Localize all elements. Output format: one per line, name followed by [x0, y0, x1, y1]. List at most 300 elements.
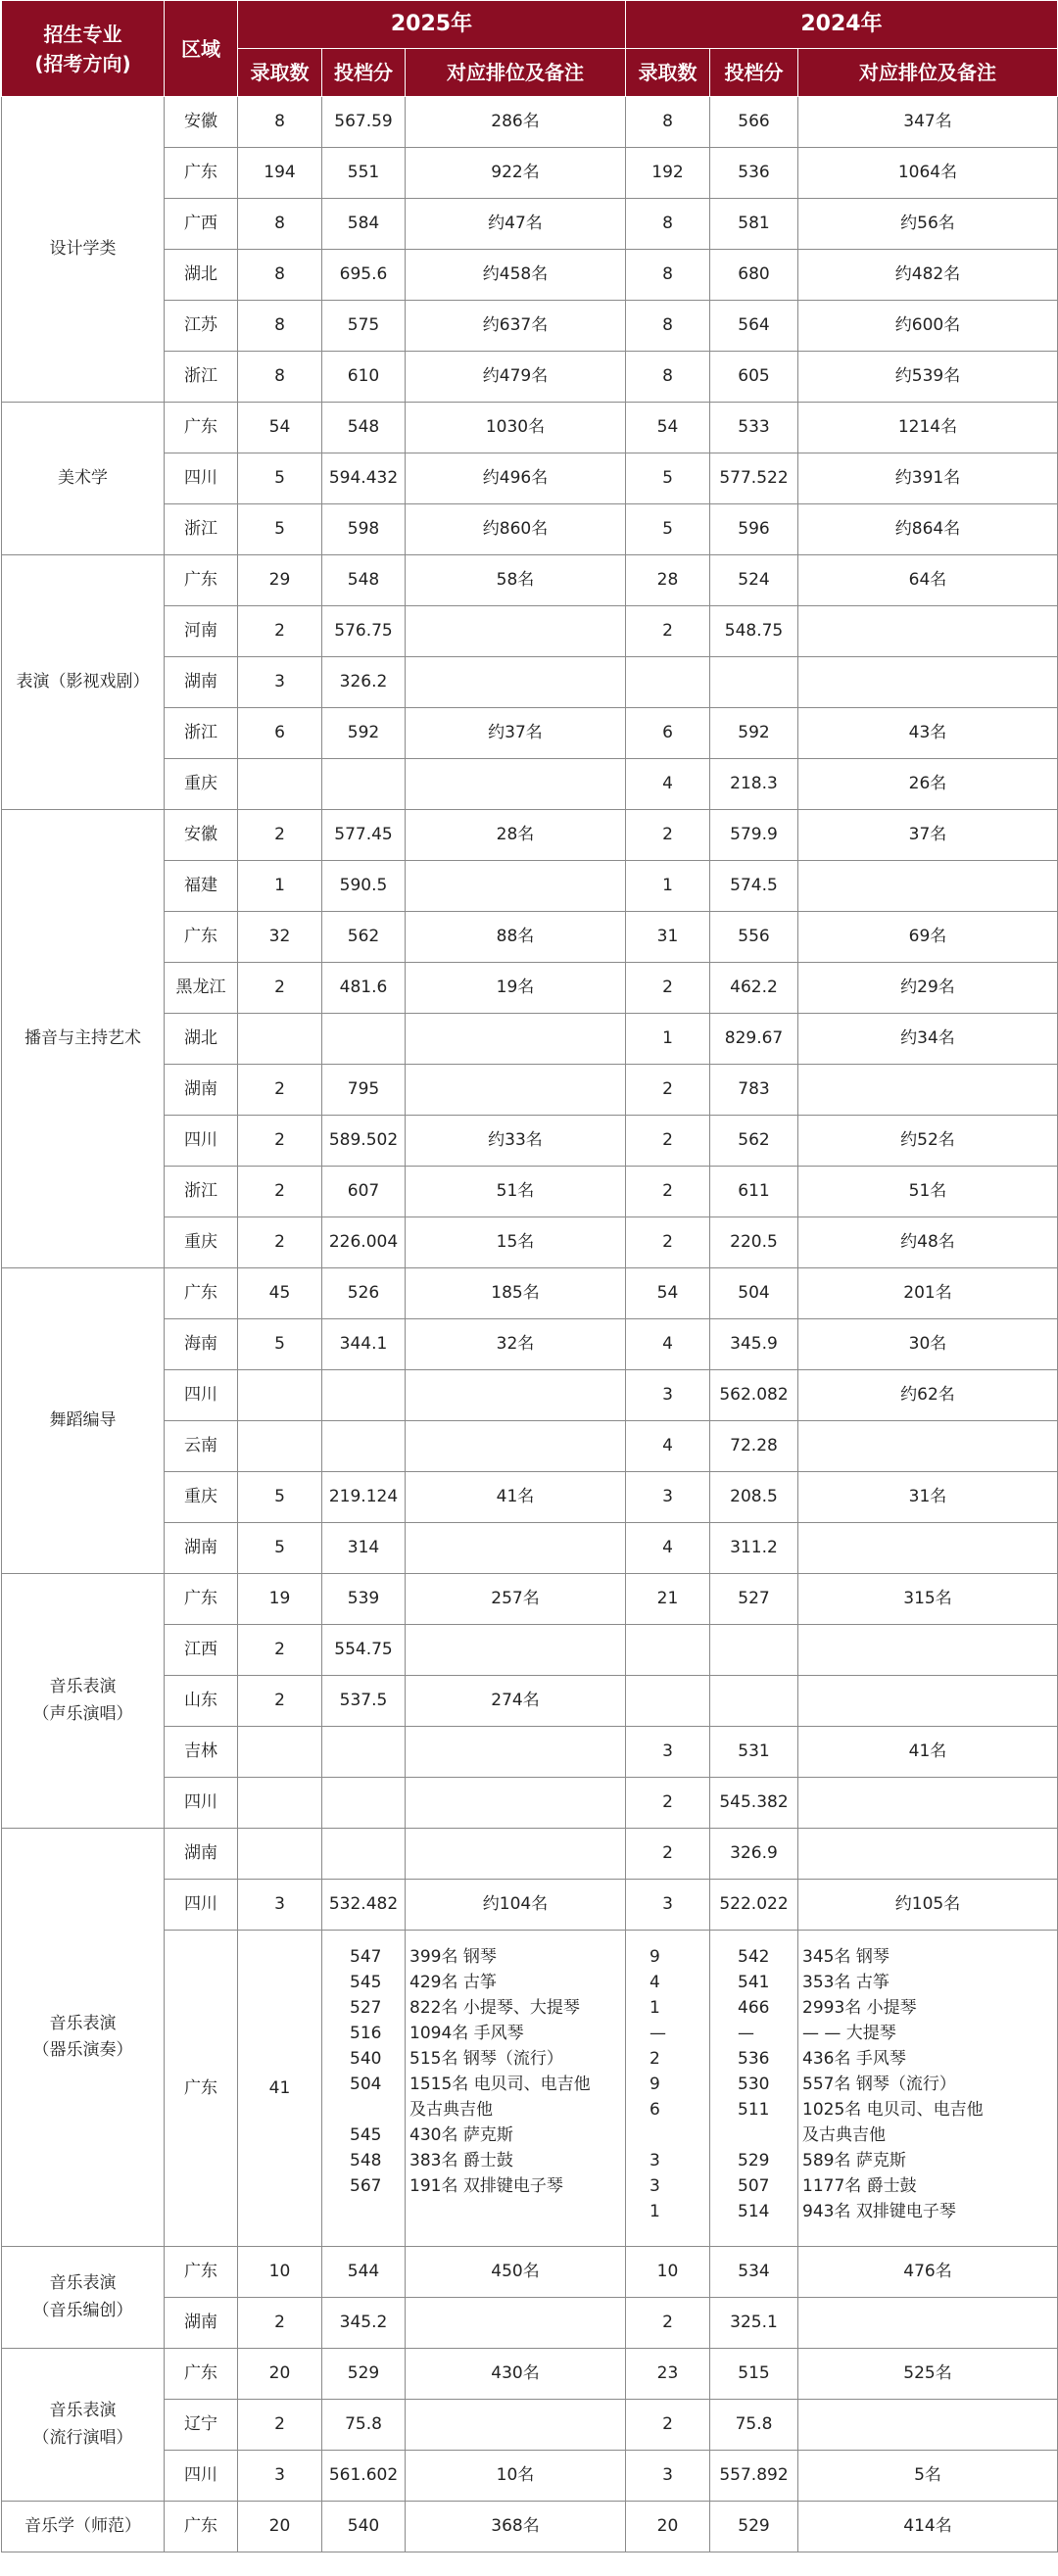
- rank-2025-cell: 257名: [406, 1574, 626, 1625]
- rank-2025-cell: 19名: [406, 963, 626, 1014]
- region-cell: 广西: [165, 199, 238, 250]
- table-row: [2, 403, 1058, 453]
- table-row: [2, 2349, 1058, 2400]
- score-2024-cell: 566: [710, 97, 798, 148]
- count-2024-cell: 31: [626, 912, 710, 963]
- region-cell: 广东: [165, 403, 238, 453]
- count-2024-cell: 8: [626, 199, 710, 250]
- rank-2024-cell: 37名: [798, 810, 1058, 861]
- region-cell: 浙江: [165, 504, 238, 555]
- header-score-2024: 投档分: [710, 49, 798, 97]
- rank-2024-cell: 约864名: [798, 504, 1058, 555]
- score-2024-cell: 208.5: [710, 1472, 798, 1523]
- count-2024-cell: 2: [626, 606, 710, 657]
- header-year-2025: 2025年: [238, 1, 626, 49]
- count-2024-cell: 8: [626, 250, 710, 301]
- score-2024-cell: 345.9: [710, 1319, 798, 1370]
- region-cell: 湖南: [165, 2298, 238, 2349]
- score-2025-cell: [322, 1370, 406, 1421]
- table-row: [2, 97, 1058, 148]
- major-cell: 表演（影视戏剧）: [2, 555, 165, 810]
- count-2025-cell: 6: [238, 708, 322, 759]
- score-2024-cell: 72.28: [710, 1421, 798, 1472]
- count-2025-cell: 5: [238, 1523, 322, 1574]
- rank-2025-cell: [406, 1014, 626, 1065]
- score-2024-cell: 75.8: [710, 2400, 798, 2451]
- count-2024-cell: 3: [626, 1727, 710, 1778]
- header-count-2025: 录取数: [238, 49, 322, 97]
- major-cell: 音乐表演 （声乐演唱）: [2, 1574, 165, 1829]
- table-row: [2, 2502, 1058, 2552]
- score-2025-cell: 561.602: [322, 2451, 406, 2502]
- score-2024-cell: 581: [710, 199, 798, 250]
- count-2024-cell: 2: [626, 1778, 710, 1829]
- region-cell: 四川: [165, 1116, 238, 1167]
- rank-2025-cell: 约860名: [406, 504, 626, 555]
- rank-2024-cell: 41名: [798, 1727, 1058, 1778]
- score-2024-cell: 829.67: [710, 1014, 798, 1065]
- rank-2025-cell: 约104名: [406, 1880, 626, 1931]
- count-2025-cell: [238, 1727, 322, 1778]
- score-2025-cell: 481.6: [322, 963, 406, 1014]
- count-2025-cell: 8: [238, 97, 322, 148]
- count-2024-cell: 3: [626, 2451, 710, 2502]
- count-2025-cell: 20: [238, 2349, 322, 2400]
- rank-2025-cell: [406, 1778, 626, 1829]
- score-2024-cell: 534: [710, 2247, 798, 2298]
- rank-2024-cell: 525名: [798, 2349, 1058, 2400]
- score-2025-cell: 529: [322, 2349, 406, 2400]
- region-cell: 四川: [165, 1370, 238, 1421]
- count-2024-cell: 2: [626, 2298, 710, 2349]
- count-2025-cell: 2: [238, 810, 322, 861]
- header-major: 招生专业 (招考方向): [2, 1, 165, 97]
- score-2025-cell: 695.6: [322, 250, 406, 301]
- table-row: [2, 1574, 1058, 1625]
- score-2024-cell: 611: [710, 1167, 798, 1217]
- region-cell: 黑龙江: [165, 963, 238, 1014]
- score-2025-cell: 539: [322, 1574, 406, 1625]
- region-cell: 湖南: [165, 1829, 238, 1880]
- rank-2024-cell: 约48名: [798, 1217, 1058, 1268]
- score-2025-cell: [322, 1778, 406, 1829]
- count-2025-cell: 8: [238, 199, 322, 250]
- count-2025-cell: 19: [238, 1574, 322, 1625]
- count-2024-cell: 54: [626, 1268, 710, 1319]
- score-2025-cell: 577.45: [322, 810, 406, 861]
- rank-2024-cell: [798, 1625, 1058, 1676]
- region-cell: 湖北: [165, 250, 238, 301]
- rank-2024-cell: 31名: [798, 1472, 1058, 1523]
- major-cell: 音乐表演 （器乐演奏）: [2, 1829, 165, 2247]
- score-2025-cell: 314: [322, 1523, 406, 1574]
- major-cell: 美术学: [2, 403, 165, 555]
- region-cell: 云南: [165, 1421, 238, 1472]
- region-cell: 四川: [165, 1778, 238, 1829]
- count-2024-cell: 2: [626, 1829, 710, 1880]
- score-2025-cell: 532.482: [322, 1880, 406, 1931]
- count-2025-cell: 2: [238, 2400, 322, 2451]
- count-2025-cell: 3: [238, 2451, 322, 2502]
- count-2024-cell: [626, 1625, 710, 1676]
- count-2025-cell: 2: [238, 963, 322, 1014]
- rank-2024-cell: 30名: [798, 1319, 1058, 1370]
- count-2025-cell: 2: [238, 1167, 322, 1217]
- rank-2025-cell: [406, 759, 626, 810]
- count-2024-cell: 5: [626, 453, 710, 504]
- rank-2025-cell: [406, 657, 626, 708]
- count-2025-cell: [238, 759, 322, 810]
- score-2024-cell: 527: [710, 1574, 798, 1625]
- count-2024-cell: [626, 1676, 710, 1727]
- score-2024-cell: 218.3: [710, 759, 798, 810]
- count-2024-cell: 28: [626, 555, 710, 606]
- region-cell: 江苏: [165, 301, 238, 352]
- score-2024-cell: [710, 1625, 798, 1676]
- count-2025-cell: 1: [238, 861, 322, 912]
- score-2025-cell: 526: [322, 1268, 406, 1319]
- count-2024-cell: 192: [626, 148, 710, 199]
- score-2024-cell: 325.1: [710, 2298, 798, 2349]
- count-2025-cell: 2: [238, 1217, 322, 1268]
- score-2025-cell: 326.2: [322, 657, 406, 708]
- count-2024-cell: 20: [626, 2502, 710, 2552]
- table-body: [2, 97, 1058, 2552]
- header-rank-2025: 对应排位及备注: [406, 49, 626, 97]
- count-2025-cell: 20: [238, 2502, 322, 2552]
- rank-2024-cell: 1214名: [798, 403, 1058, 453]
- rank-2025-cell: 15名: [406, 1217, 626, 1268]
- count-2025-cell: 3: [238, 1880, 322, 1931]
- score-2024-cell: 542 541 466 — 536 530 511 529 507 514: [710, 1931, 798, 2247]
- region-cell: 江西: [165, 1625, 238, 1676]
- score-2025-cell: 219.124: [322, 1472, 406, 1523]
- rank-2024-cell: [798, 2400, 1058, 2451]
- rank-2025-cell: 399名 钢琴 429名 古筝 822名 小提琴、大提琴 1094名 手风琴 515名 钢琴（流行） 1515名 电贝司、电吉他 及古典吉他 430名 萨克斯 383名 爵士鼓 191名 双排键电子琴: [406, 1931, 626, 2247]
- score-2025-cell: 562: [322, 912, 406, 963]
- region-cell: 湖南: [165, 1065, 238, 1116]
- count-2025-cell: [238, 1370, 322, 1421]
- major-cell: 舞蹈编导: [2, 1268, 165, 1574]
- region-cell: 广东: [165, 2349, 238, 2400]
- rank-2024-cell: [798, 1829, 1058, 1880]
- rank-2024-cell: 69名: [798, 912, 1058, 963]
- rank-2024-cell: 约539名: [798, 352, 1058, 403]
- header-count-2024: 录取数: [626, 49, 710, 97]
- count-2025-cell: 2: [238, 1065, 322, 1116]
- count-2024-cell: [626, 657, 710, 708]
- rank-2025-cell: [406, 861, 626, 912]
- score-2025-cell: [322, 1727, 406, 1778]
- score-2025-cell: 344.1: [322, 1319, 406, 1370]
- count-2024-cell: 2: [626, 1116, 710, 1167]
- rank-2025-cell: 1030名: [406, 403, 626, 453]
- rank-2024-cell: 315名: [798, 1574, 1058, 1625]
- rank-2025-cell: [406, 1421, 626, 1472]
- table-row: [2, 2247, 1058, 2298]
- region-cell: 广东: [165, 2502, 238, 2552]
- rank-2025-cell: [406, 1625, 626, 1676]
- score-2025-cell: 75.8: [322, 2400, 406, 2451]
- count-2024-cell: 4: [626, 759, 710, 810]
- rank-2024-cell: 约29名: [798, 963, 1058, 1014]
- count-2025-cell: 41: [238, 1931, 322, 2247]
- count-2025-cell: 5: [238, 1472, 322, 1523]
- rank-2024-cell: 347名: [798, 97, 1058, 148]
- count-2025-cell: 2: [238, 1676, 322, 1727]
- score-2025-cell: 548: [322, 555, 406, 606]
- rank-2025-cell: 430名: [406, 2349, 626, 2400]
- score-2024-cell: 545.382: [710, 1778, 798, 1829]
- rank-2025-cell: 28名: [406, 810, 626, 861]
- rank-2024-cell: 476名: [798, 2247, 1058, 2298]
- region-cell: 辽宁: [165, 2400, 238, 2451]
- rank-2025-cell: [406, 606, 626, 657]
- count-2024-cell: 21: [626, 1574, 710, 1625]
- rank-2024-cell: 43名: [798, 708, 1058, 759]
- rank-2024-cell: [798, 1065, 1058, 1116]
- count-2024-cell: 23: [626, 2349, 710, 2400]
- score-2024-cell: 220.5: [710, 1217, 798, 1268]
- region-cell: 四川: [165, 453, 238, 504]
- score-2025-cell: [322, 759, 406, 810]
- table-row: [2, 555, 1058, 606]
- count-2025-cell: 3: [238, 657, 322, 708]
- rank-2025-cell: [406, 2400, 626, 2451]
- score-2024-cell: 533: [710, 403, 798, 453]
- region-cell: 海南: [165, 1319, 238, 1370]
- major-cell: 音乐表演 （音乐编创）: [2, 2247, 165, 2349]
- count-2025-cell: 2: [238, 2298, 322, 2349]
- count-2024-cell: 8: [626, 97, 710, 148]
- rank-2025-cell: 450名: [406, 2247, 626, 2298]
- score-2024-cell: 605: [710, 352, 798, 403]
- count-2025-cell: 194: [238, 148, 322, 199]
- score-2025-cell: 575: [322, 301, 406, 352]
- rank-2024-cell: 约52名: [798, 1116, 1058, 1167]
- score-2025-cell: 598: [322, 504, 406, 555]
- rank-2024-cell: 1064名: [798, 148, 1058, 199]
- rank-2025-cell: [406, 1370, 626, 1421]
- score-2024-cell: 562: [710, 1116, 798, 1167]
- count-2025-cell: 8: [238, 352, 322, 403]
- count-2024-cell: 2: [626, 810, 710, 861]
- rank-2024-cell: 26名: [798, 759, 1058, 810]
- major-cell: 设计学类: [2, 97, 165, 403]
- score-2024-cell: 557.892: [710, 2451, 798, 2502]
- region-cell: 广东: [165, 2247, 238, 2298]
- score-2025-cell: 795: [322, 1065, 406, 1116]
- count-2024-cell: 9 4 1 — 2 9 6 3 3 1: [626, 1931, 710, 2247]
- score-2025-cell: 590.5: [322, 861, 406, 912]
- rank-2024-cell: [798, 1421, 1058, 1472]
- score-2024-cell: 326.9: [710, 1829, 798, 1880]
- rank-2024-cell: 5名: [798, 2451, 1058, 2502]
- score-2025-cell: 226.004: [322, 1217, 406, 1268]
- count-2025-cell: 5: [238, 1319, 322, 1370]
- rank-2025-cell: 286名: [406, 97, 626, 148]
- score-2024-cell: 783: [710, 1065, 798, 1116]
- score-2024-cell: [710, 657, 798, 708]
- rank-2025-cell: 368名: [406, 2502, 626, 2552]
- rank-2025-cell: 约496名: [406, 453, 626, 504]
- score-2024-cell: 548.75: [710, 606, 798, 657]
- region-cell: 广东: [165, 555, 238, 606]
- score-2025-cell: 584: [322, 199, 406, 250]
- count-2024-cell: 8: [626, 352, 710, 403]
- count-2024-cell: 4: [626, 1523, 710, 1574]
- count-2024-cell: 5: [626, 504, 710, 555]
- rank-2024-cell: [798, 1676, 1058, 1727]
- score-2024-cell: 596: [710, 504, 798, 555]
- rank-2025-cell: 58名: [406, 555, 626, 606]
- rank-2025-cell: 约637名: [406, 301, 626, 352]
- major-cell: 播音与主持艺术: [2, 810, 165, 1268]
- score-2024-cell: 522.022: [710, 1880, 798, 1931]
- score-2024-cell: 574.5: [710, 861, 798, 912]
- region-cell: 浙江: [165, 352, 238, 403]
- score-2025-cell: [322, 1829, 406, 1880]
- region-cell: 河南: [165, 606, 238, 657]
- score-2025-cell: [322, 1014, 406, 1065]
- score-2024-cell: 564: [710, 301, 798, 352]
- count-2024-cell: 54: [626, 403, 710, 453]
- count-2024-cell: 6: [626, 708, 710, 759]
- region-cell: 重庆: [165, 1217, 238, 1268]
- count-2025-cell: 2: [238, 1625, 322, 1676]
- header-region: 区域: [165, 1, 238, 97]
- rank-2024-cell: [798, 1778, 1058, 1829]
- score-2025-cell: 547 545 527 516 540 504 545 548 567: [322, 1931, 406, 2247]
- count-2025-cell: [238, 1421, 322, 1472]
- region-cell: 吉林: [165, 1727, 238, 1778]
- score-2025-cell: 551: [322, 148, 406, 199]
- score-2024-cell: 524: [710, 555, 798, 606]
- count-2025-cell: 29: [238, 555, 322, 606]
- region-cell: 浙江: [165, 708, 238, 759]
- rank-2025-cell: 41名: [406, 1472, 626, 1523]
- region-cell: 广东: [165, 1574, 238, 1625]
- count-2024-cell: 2: [626, 963, 710, 1014]
- count-2024-cell: 1: [626, 861, 710, 912]
- rank-2024-cell: [798, 1523, 1058, 1574]
- count-2025-cell: 5: [238, 453, 322, 504]
- count-2025-cell: 2: [238, 606, 322, 657]
- score-2025-cell: 544: [322, 2247, 406, 2298]
- region-cell: 山东: [165, 1676, 238, 1727]
- count-2025-cell: 10: [238, 2247, 322, 2298]
- major-cell: 音乐学（师范）: [2, 2502, 165, 2552]
- count-2025-cell: 8: [238, 301, 322, 352]
- score-2024-cell: 536: [710, 148, 798, 199]
- score-2025-cell: 592: [322, 708, 406, 759]
- score-2025-cell: 567.59: [322, 97, 406, 148]
- score-2025-cell: 594.432: [322, 453, 406, 504]
- rank-2025-cell: 约458名: [406, 250, 626, 301]
- score-2024-cell: 579.9: [710, 810, 798, 861]
- count-2024-cell: 2: [626, 1217, 710, 1268]
- region-cell: 福建: [165, 861, 238, 912]
- score-2024-cell: 311.2: [710, 1523, 798, 1574]
- rank-2025-cell: 约37名: [406, 708, 626, 759]
- rank-2024-cell: [798, 2298, 1058, 2349]
- count-2025-cell: [238, 1014, 322, 1065]
- count-2025-cell: [238, 1829, 322, 1880]
- rank-2025-cell: 922名: [406, 148, 626, 199]
- score-2024-cell: 562.082: [710, 1370, 798, 1421]
- table-row: [2, 1268, 1058, 1319]
- rank-2025-cell: [406, 1065, 626, 1116]
- rank-2025-cell: [406, 1727, 626, 1778]
- count-2025-cell: 45: [238, 1268, 322, 1319]
- rank-2024-cell: 约482名: [798, 250, 1058, 301]
- rank-2025-cell: 约47名: [406, 199, 626, 250]
- count-2025-cell: [238, 1778, 322, 1829]
- region-cell: 湖南: [165, 657, 238, 708]
- region-cell: 安徽: [165, 810, 238, 861]
- score-2025-cell: [322, 1421, 406, 1472]
- region-cell: 广东: [165, 1268, 238, 1319]
- table-row: [2, 1829, 1058, 1880]
- rank-2024-cell: [798, 606, 1058, 657]
- score-2024-cell: 680: [710, 250, 798, 301]
- score-2025-cell: 610: [322, 352, 406, 403]
- rank-2024-cell: [798, 861, 1058, 912]
- region-cell: 广东: [165, 1931, 238, 2247]
- score-2025-cell: 548: [322, 403, 406, 453]
- rank-2024-cell: 64名: [798, 555, 1058, 606]
- score-2024-cell: 592: [710, 708, 798, 759]
- region-cell: 广东: [165, 912, 238, 963]
- admission-table: [1, 0, 1058, 2552]
- rank-2025-cell: [406, 1829, 626, 1880]
- score-2024-cell: 462.2: [710, 963, 798, 1014]
- score-2024-cell: [710, 1676, 798, 1727]
- table-header: [2, 1, 1058, 97]
- rank-2025-cell: [406, 1523, 626, 1574]
- rank-2024-cell: 约105名: [798, 1880, 1058, 1931]
- score-2024-cell: 577.522: [710, 453, 798, 504]
- count-2024-cell: 4: [626, 1421, 710, 1472]
- rank-2025-cell: 274名: [406, 1676, 626, 1727]
- score-2025-cell: 537.5: [322, 1676, 406, 1727]
- region-cell: 广东: [165, 148, 238, 199]
- count-2024-cell: 3: [626, 1472, 710, 1523]
- region-cell: 浙江: [165, 1167, 238, 1217]
- region-cell: 四川: [165, 2451, 238, 2502]
- rank-2025-cell: 10名: [406, 2451, 626, 2502]
- count-2024-cell: 2: [626, 1065, 710, 1116]
- count-2025-cell: 2: [238, 1116, 322, 1167]
- rank-2025-cell: 88名: [406, 912, 626, 963]
- region-cell: 重庆: [165, 1472, 238, 1523]
- count-2025-cell: 8: [238, 250, 322, 301]
- score-2024-cell: 515: [710, 2349, 798, 2400]
- rank-2024-cell: 约34名: [798, 1014, 1058, 1065]
- score-2024-cell: 529: [710, 2502, 798, 2552]
- count-2025-cell: 32: [238, 912, 322, 963]
- rank-2024-cell: 345名 钢琴 353名 古筝 2993名 小提琴 — — 大提琴 436名 手风琴 557名 钢琴（流行） 1025名 电贝司、电吉他 及古典吉他 589名 萨克斯 1177名 爵士鼓 943名 双排键电子琴: [798, 1931, 1058, 2247]
- region-cell: 四川: [165, 1880, 238, 1931]
- count-2025-cell: 5: [238, 504, 322, 555]
- rank-2024-cell: 约600名: [798, 301, 1058, 352]
- region-cell: 湖南: [165, 1523, 238, 1574]
- rank-2024-cell: 约62名: [798, 1370, 1058, 1421]
- rank-2024-cell: 约391名: [798, 453, 1058, 504]
- score-2025-cell: 576.75: [322, 606, 406, 657]
- count-2024-cell: 3: [626, 1370, 710, 1421]
- count-2024-cell: 4: [626, 1319, 710, 1370]
